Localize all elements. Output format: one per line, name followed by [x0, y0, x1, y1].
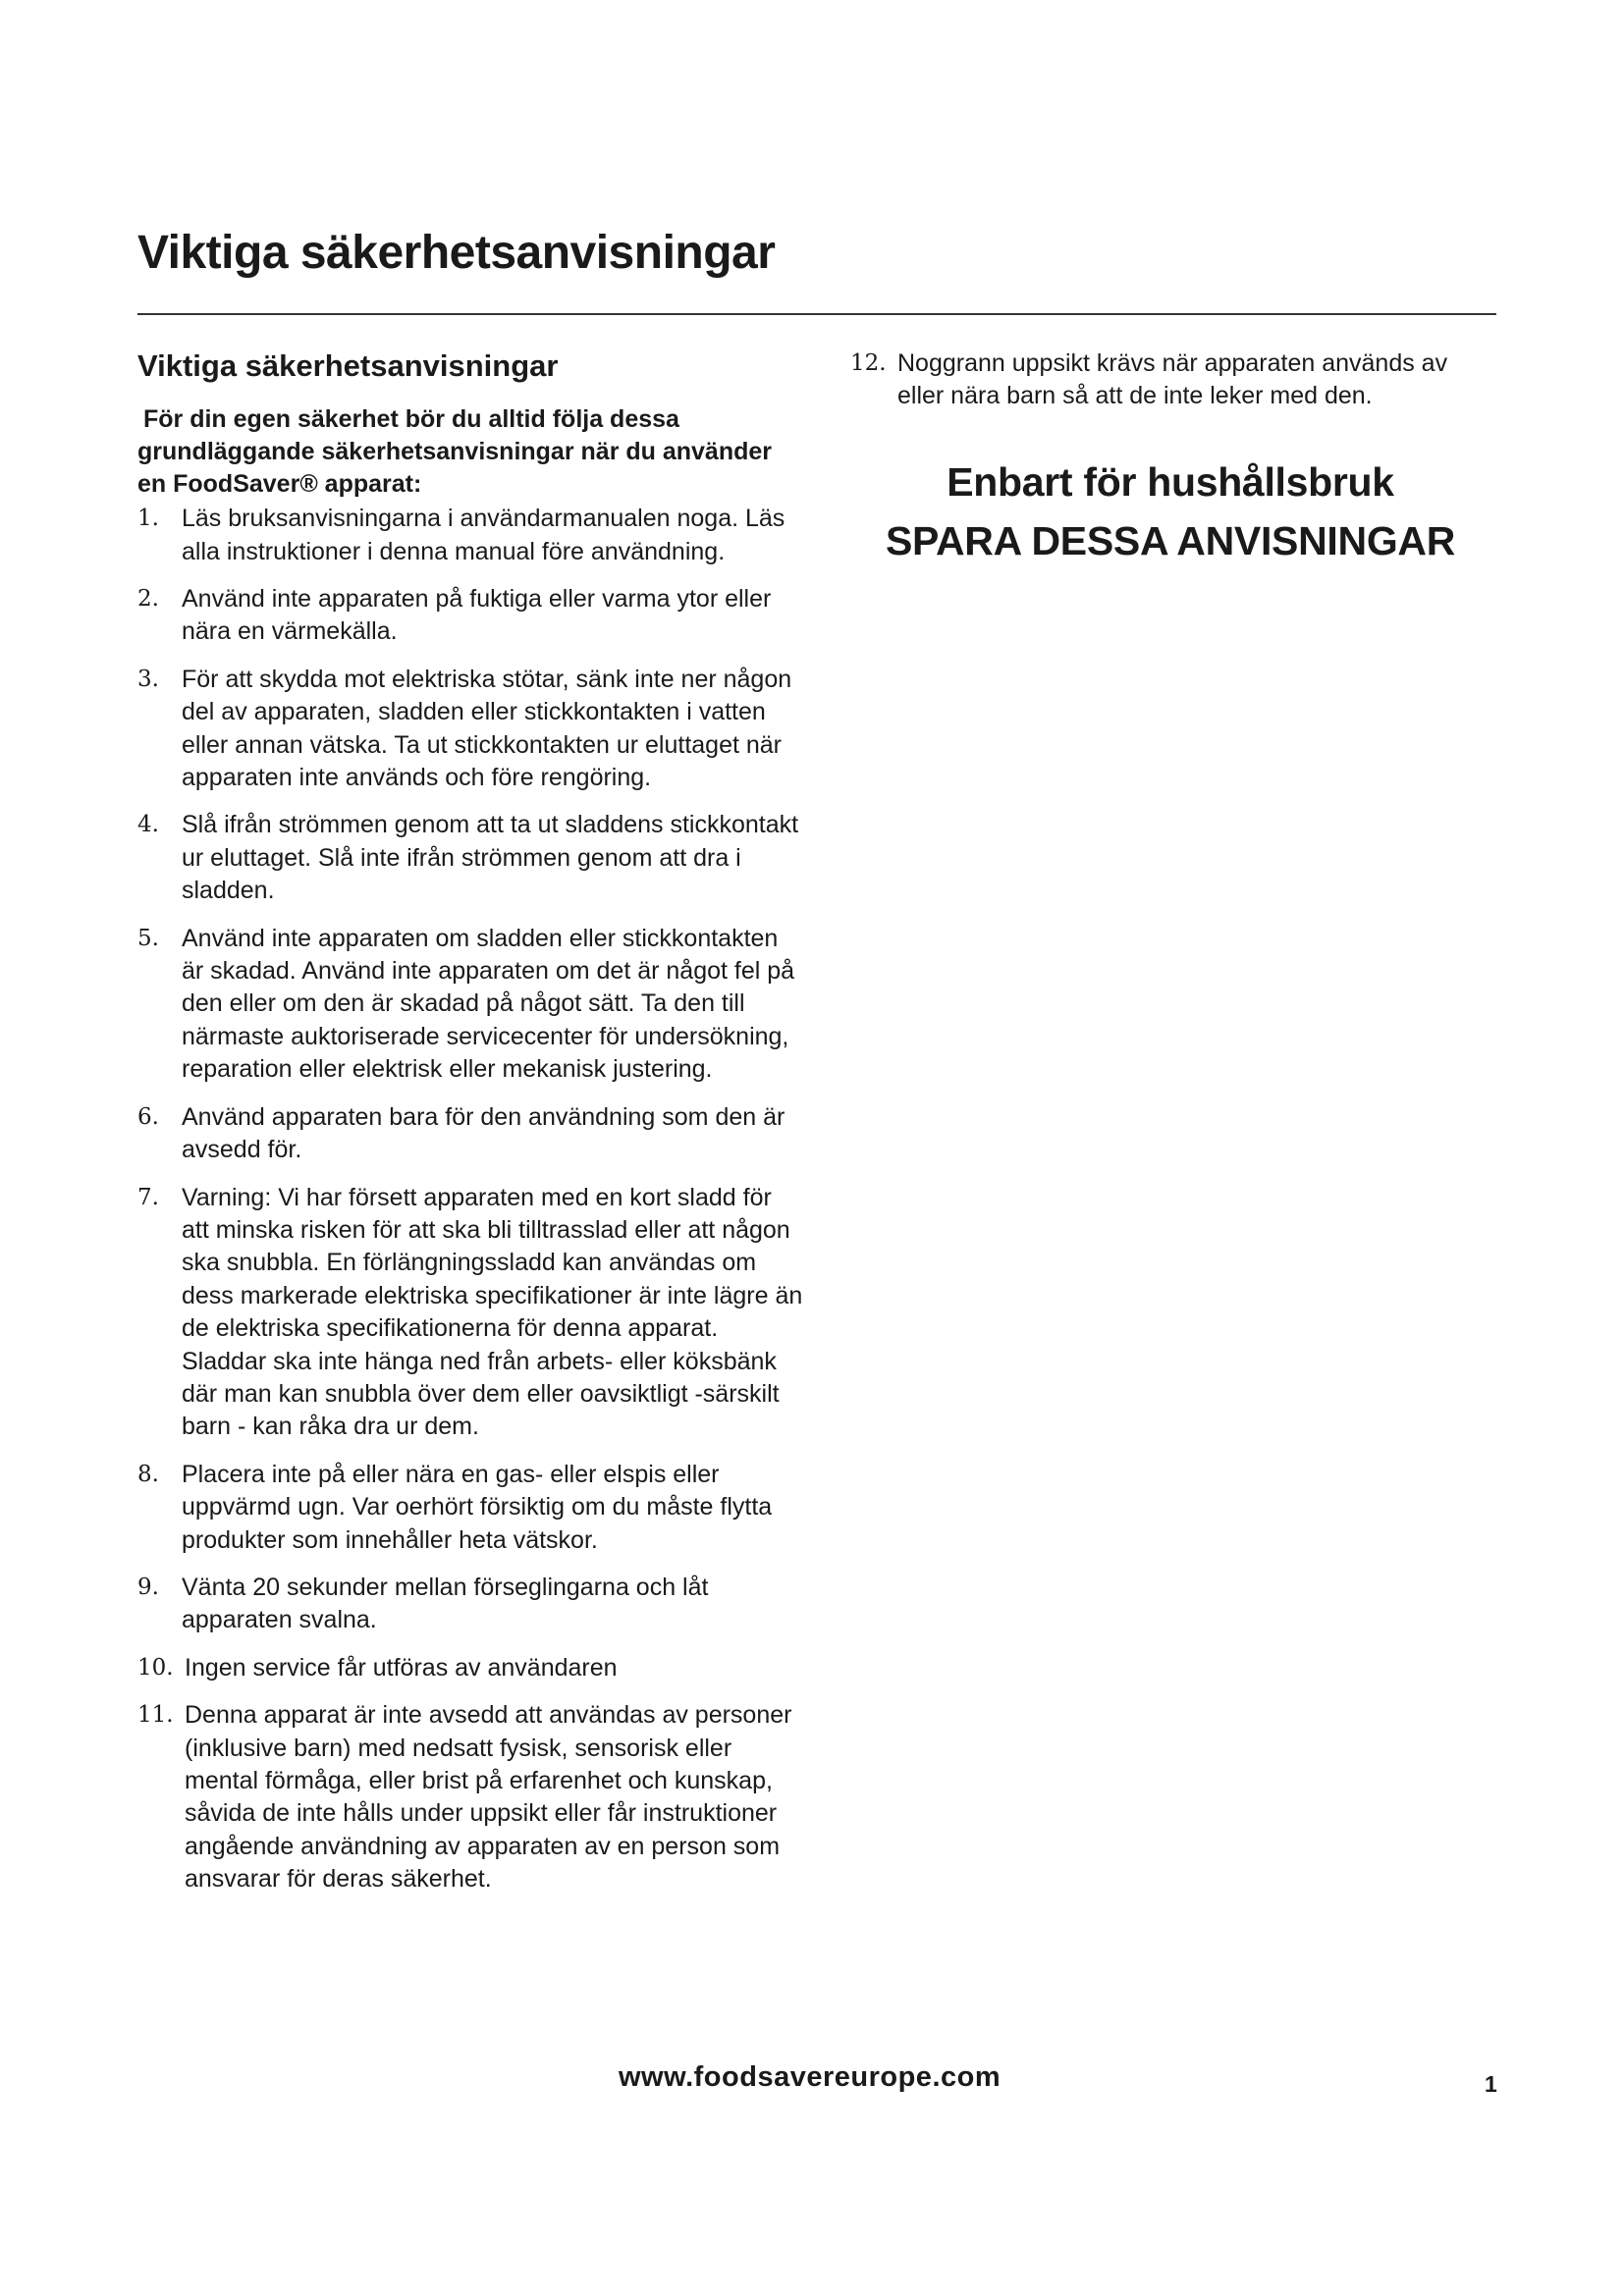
page-number: 1: [1485, 2071, 1497, 2097]
section-title: Viktiga säkerhetsanvisningar: [137, 348, 559, 383]
instruction-item-6: [137, 1101, 805, 1167]
page-title: Viktiga säkerhetsanvisningar: [137, 227, 776, 279]
instruction-text: Vänta 20 sekunder mellan förseglingarna och låt apparaten svalna.: [182, 1573, 709, 1634]
instruction-number: 5.: [137, 925, 159, 951]
intro-line-3: en FoodSaver® apparat:: [137, 470, 422, 499]
intro-text: [137, 403, 805, 501]
instruction-item-11: [137, 1699, 805, 1896]
instruction-number: 6.: [137, 1103, 159, 1130]
instruction-item-4: [137, 809, 805, 907]
instruction-item-7: [137, 1182, 805, 1444]
safety-instructions-list-continued: [850, 347, 1498, 413]
instruction-text: För att skydda mot elektriska stötar, sänk inte ner någon del av apparaten, sladden eller stickkontakten i vatten eller annan vätska. Ta ut stickkontakten ur eluttaget när apparaten inte används och före rengöring.: [182, 665, 792, 792]
instruction-number: 11.: [137, 1702, 174, 1729]
instruction-number: 2.: [137, 586, 159, 612]
instruction-text: Noggrann uppsikt krävs när apparaten används av eller nära barn så att de inte leker med den.: [897, 349, 1448, 410]
household-use-heading: Enbart för hushållsbruk: [947, 458, 1394, 505]
instruction-number: 4.: [137, 812, 159, 838]
instruction-text: Slå ifrån strömmen genom att ta ut sladdens stickkontakt ur eluttaget. Slå inte ifrån strömmen genom att dra i sladden.: [182, 811, 799, 905]
left-column: [137, 347, 805, 1911]
household-use-notice: [850, 453, 1498, 570]
footer-website-url: www.foodsavereurope.com: [619, 2061, 1001, 2093]
instruction-item-3: [137, 664, 805, 795]
instruction-text: Läs bruksanvisningarna i användarmanualen noga. Läs alla instruktioner i denna manual före användning.: [182, 505, 785, 565]
save-instructions-heading: SPARA DESSA ANVISNINGAR: [885, 517, 1456, 563]
instruction-text: Denna apparat är inte avsedd att användas av personer (inklusive barn) med nedsatt fysisk, sensorisk eller mental förmåga, eller brist på erfarenhet och kunskap, såvida de inte hålls under uppsikt eller får instruktioner angående användning av apparaten av en person som ansvarar för deras säkerhet.: [185, 1701, 792, 1894]
instruction-item-2: [137, 583, 805, 649]
intro-line-1: För din egen säkerhet bör du alltid följa dessa: [143, 405, 679, 434]
instruction-item-1: [137, 503, 805, 568]
instruction-item-8: [137, 1459, 805, 1557]
instruction-text: Använd inte apparaten på fuktiga eller varma ytor eller nära en värmekälla.: [182, 585, 772, 646]
instruction-item-10: [137, 1652, 805, 1684]
instruction-text: Ingen service får utföras av användaren: [185, 1653, 618, 1682]
instruction-text: Varning: Vi har försett apparaten med en kort sladd för att minska risken för att ska bli tilltrasslad eller att någon ska snubbla. En förlängningssladd kan användas om dess markerade elektriska specifikationer är inte lägre än de elektriska specifikationerna för denna apparat. Sladdar ska inte hänga ned från arbets- eller köksbänk där man kan snubbla över dem eller oavsiktligt -särskilt barn - kan råka dra ur dem.: [182, 1183, 803, 1441]
safety-instructions-list: [137, 503, 805, 1896]
instruction-number: 8.: [137, 1461, 159, 1487]
instruction-item-5: [137, 923, 805, 1087]
title-divider: [137, 313, 1496, 315]
instruction-number: 12.: [850, 350, 887, 376]
instruction-item-9: [137, 1572, 805, 1637]
instruction-number: 3.: [137, 666, 159, 692]
instruction-number: 9.: [137, 1574, 159, 1600]
instruction-number: 1.: [137, 506, 159, 532]
instruction-number: 10.: [137, 1654, 174, 1681]
instruction-text: Använd inte apparaten om sladden eller stickkontakten är skadad. Använd inte apparaten om det är något fel på den eller om den är skadad på något sätt. Ta den till närmaste auktoriserade servicecenter för undersökning, reparation eller elektrisk eller mekanisk justering.: [182, 924, 795, 1084]
right-column: [850, 347, 1498, 570]
instruction-text: Placera inte på eller nära en gas- eller elspis eller uppvärmd ugn. Var oerhört försiktig om du måste flytta produkter som innehåller heta vätskor.: [182, 1460, 773, 1554]
instruction-item-12: [850, 347, 1498, 413]
intro-line-2: grundläggande säkerhetsanvisningar när du använder: [137, 438, 773, 466]
instruction-text: Använd apparaten bara för den användning som den är avsedd för.: [182, 1102, 785, 1164]
instruction-number: 7.: [137, 1184, 159, 1210]
